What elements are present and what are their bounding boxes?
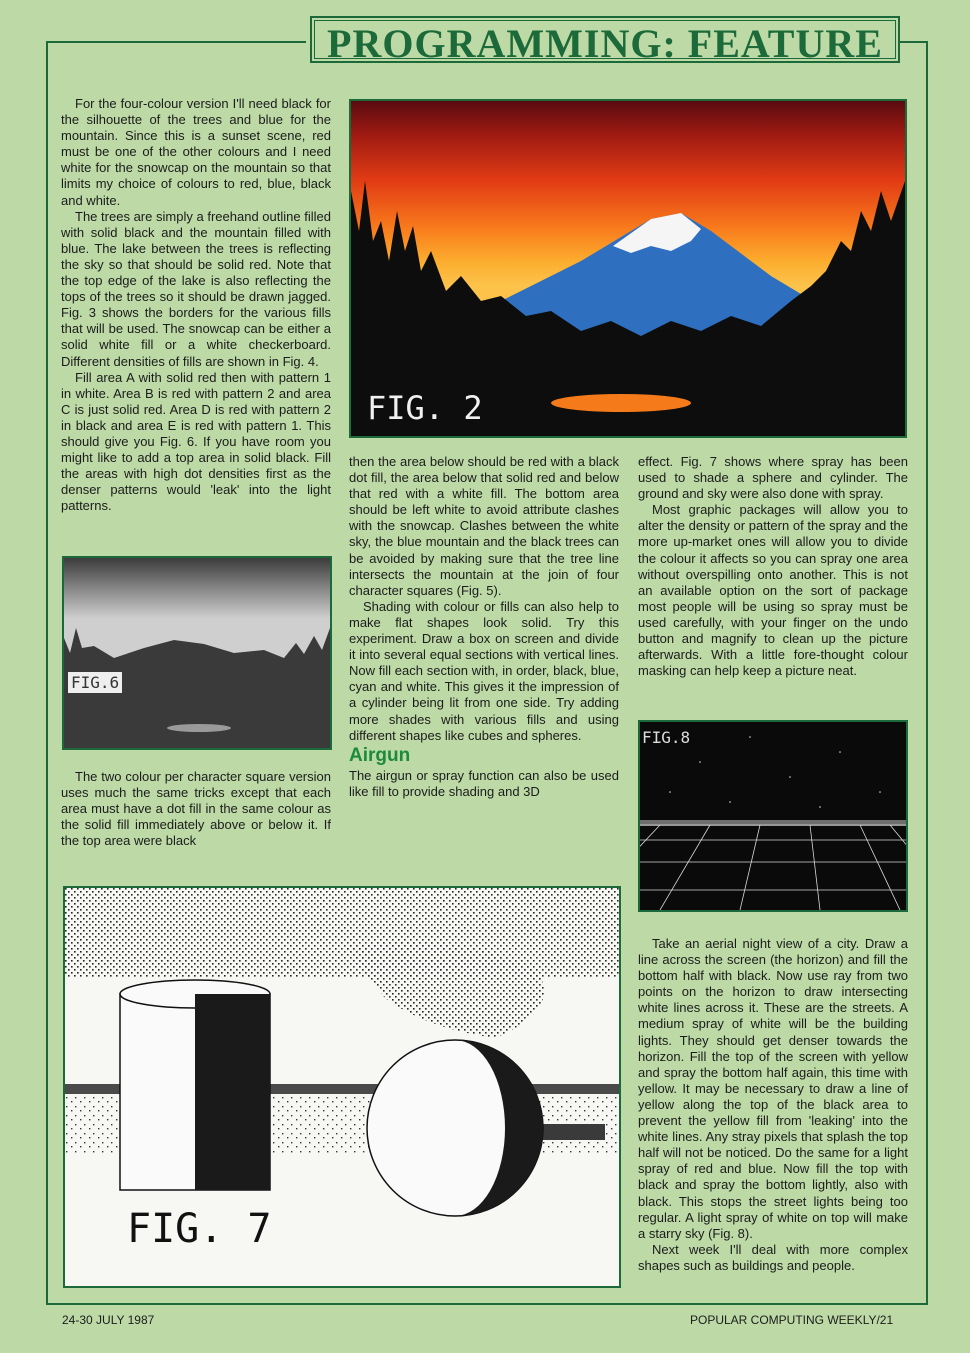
fig8-label: FIG.8 — [642, 728, 691, 747]
paragraph: effect. Fig. 7 shows where spray has been used to shade a sphere and cylinder. The ground and sky were also done with spray. — [638, 454, 908, 502]
page-border-top-left — [46, 41, 306, 43]
column-1-bottom — [61, 769, 331, 849]
street-grid — [640, 825, 906, 910]
paragraph: then the area below should be red with a black dot fill, the area below that solid red and below that red with a white fill. The bottom area should be left white to avoid attribute clashes with the snowcap. Clashes between the white sky, the blue mountain and the black trees can be avoided by making sure that the tree line intersects the mountain at the join of four character squares (Fig. 5). — [349, 454, 619, 598]
footer-date: 24-30 JULY 1987 — [62, 1313, 155, 1327]
paragraph: Shading with colour or fills can also help to make flat shapes look solid. Try this experiment. Draw a box on screen and divide it into several equal sections with vertical lines. Now fill each section with, in order, black, blue, cyan and white. This gives it the impression of a cylinder being lit from one side. Try adding more shades with various fills and using different shapes like cubes and spheres. — [349, 598, 619, 743]
paragraph: Take an aerial night view of a city. Draw a line across the screen (the horizon) and fill the bottom half with black. Now use ray from two points on the horizon to draw intersecting white lines across it. These are the streets. A medium spray of white will be the building lights. They should get denser towards the horizon. Fill the top of the screen with yellow and spray the bottom half again, this time with yellow. It may be necessary to draw a line of yellow along the top of the black area to prevent the yellow fill from 'leaking' into the white lines. Any stray pixels that splash the top half will not be noticed. Do the same for a light spray of red and blue. Now fill the top with black and spray the bottom lightly, also with black. This stops the street lights being too regular. A light spray of white on top will make a starry sky (Fig. 8). — [638, 936, 908, 1241]
stars — [659, 736, 881, 808]
figure-2-sunset — [349, 99, 907, 438]
sky-spray — [65, 888, 619, 978]
figure-7-shaded-shapes — [63, 886, 621, 1288]
footer-publication: POPULAR COMPUTING WEEKLY/21 — [690, 1313, 894, 1327]
figure-6-monochrome — [62, 556, 332, 750]
page-title: PROGRAMMING: FEATURE — [327, 21, 883, 66]
fig6-label: FIG.6 — [68, 672, 122, 693]
column-1-top — [61, 96, 331, 514]
figure-8-night-city — [638, 720, 908, 912]
section-heading-airgun: Airgun — [349, 744, 411, 766]
night-city-illustration — [640, 722, 906, 910]
sunset-illustration — [351, 101, 905, 436]
paragraph: Fill area A with solid red then with pattern 1 in white. Area B is red with pattern 2 and area C is just solid red. Area D is red with pattern 2 in black and area E is red with pattern 1. This should give you Fig. 6. If you have room you might like to add a top area in solid black. Fill the areas with high dot densities first as the denser patterns would 'leak' into the light patterns. — [61, 369, 331, 514]
column-2 — [349, 454, 619, 800]
paragraph: Next week I'll deal with more complex shapes such as buildings and people. — [638, 1241, 908, 1273]
header-box — [310, 16, 900, 66]
column-3-bottom — [638, 936, 908, 1274]
monochrome-landscape — [64, 558, 330, 748]
fig7-label: FIG. 7 — [127, 1206, 272, 1252]
paragraph: For the four-colour version I'll need black for the silhouette of the trees and blue for the mountain. Since this is a sunset scene, red must be one of the other colours and I need white for the snowcap on the mountain so that limits my choice of colours to red, blue, black and white. — [61, 96, 331, 208]
paragraph: The airgun or spray function can also be used like fill to provide shading and 3D — [349, 767, 619, 799]
paragraph: Most graphic packages will allow you to alter the density or pattern of the spray and the more up-market ones will allow you to divide the colour it affects so you can spray one area without overspilling onto another. This is not an available option on the sort of package most people will be using so spray must be used carefully, with your finger on the undo button and magnify to clean up the picture afterwards. With a little fore-thought colour masking can help keep a picture neat. — [638, 502, 908, 679]
paragraph: The two colour per character square version uses much the same tricks except that each area must have a dot fill in the same colour as the solid fill immediately above or below it. If the top area were black — [61, 769, 331, 849]
column-3-top — [638, 454, 908, 679]
paragraph: The trees are simply a freehand outline filled with solid black and the mountain filled with blue. The lake between the trees is reflecting the sky so that should be solid red. Note that the top edge of the lake is also reflecting the tops of the trees so it should be drawn jagged. Fig. 3 shows the borders for the various fills that will be used. The snowcap can be either a solid white fill or a white checkerboard. Different densities of fills are shown in Fig. 4. — [61, 208, 331, 369]
page-border-top-right — [900, 41, 926, 43]
fig2-label: FIG. 2 — [367, 389, 483, 427]
cylinder-shade — [195, 994, 270, 1190]
lake — [167, 724, 231, 732]
lake — [551, 394, 691, 412]
